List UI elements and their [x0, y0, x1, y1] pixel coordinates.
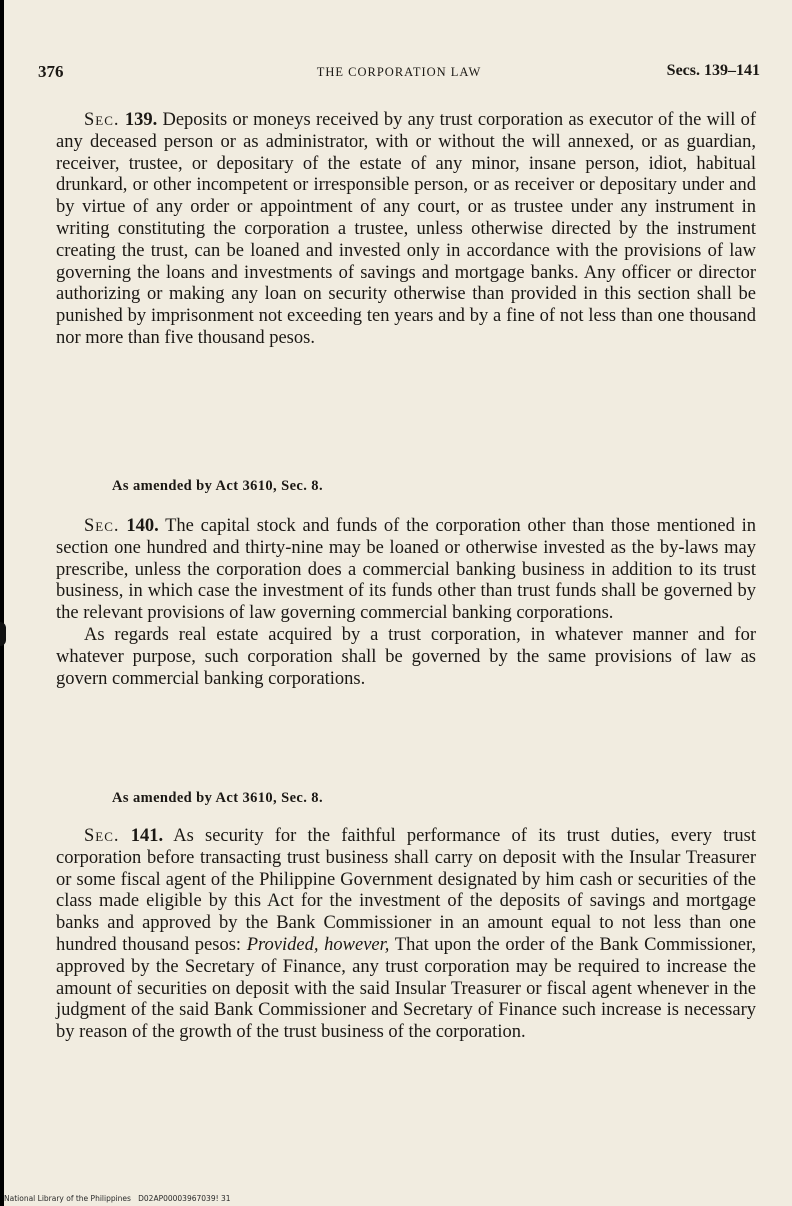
- page-number: 376: [38, 62, 64, 81]
- section-number: 139.: [124, 110, 158, 130]
- running-title: THE CORPORATION LAW: [316, 65, 482, 79]
- section-text: As security for the faithful performance of its trust duties, every trust corporation before transacting trust business shall carry on deposit with the Insular Treasurer or some fiscal agent of the Philippine Government designated by him cash or securities of the class made eligible by this Act for the investment of the deposits of savings and mortgage banks and approved by the Bank Commissioner in an amount equal to not less than one hundred thousand pesos:: [56, 826, 757, 955]
- binding-mark: [0, 622, 6, 646]
- section-label: Sec.: [84, 516, 120, 536]
- section-140: [56, 516, 756, 690]
- proviso-clause: Provided, however,: [246, 934, 390, 955]
- section-label: Sec.: [84, 826, 120, 846]
- amendment-note-140: As amended by Act 3610, Sec. 8.: [112, 790, 323, 806]
- section-text-continued: That upon the order of the Bank Commissioner, approved by the Secretary of Finance, any trust corporation may be required to increase the amount of securities on deposit with the said Insular Treasurer or fiscal agent whenever in the judgment of the said Bank Commissioner and Secretary of Finance such increase is necessary by reason of the growth of the trust business of the corporation.: [56, 934, 756, 1043]
- page-header: [38, 62, 760, 92]
- section-139-paragraph: [56, 110, 756, 350]
- section-range: Secs. 139–141: [666, 62, 760, 79]
- section-139: [56, 110, 756, 350]
- section-141: [56, 826, 756, 1044]
- section-number: 141.: [130, 826, 164, 846]
- section-label: Sec.: [84, 110, 120, 130]
- amendment-note-139: As amended by Act 3610, Sec. 8.: [112, 478, 323, 494]
- section-text: The capital stock and funds of the corporation other than those mentioned in section one hundred and thirty-nine may be loaned or otherwise invested as the by-laws may prescribe, unless the corporation does a commercial banking business in addition to its trust business, in which case the investment of its funds other than trust funds shall be governed by the relevant provisions of law governing commercial banking corporations.: [56, 516, 756, 624]
- scan-footer: [4, 1194, 235, 1203]
- scanned-page: [4, 0, 792, 1206]
- section-140-paragraph: [56, 516, 756, 625]
- section-number: 140.: [126, 516, 159, 536]
- section-text: Deposits or moneys received by any trust corporation as executor of the will of any deceased person or as administrator, with or without the will annexed, or as guardian, receiver, trustee, or depositary of the estate of any minor, insane person, idiot, habitual drunkard, or other incompetent or irresponsible person, or as receiver or depositary under and by virtue of any order or appointment of any court, or as trustee under any instrument in writing constituting the corporation a trustee, unless otherwise directed by the instrument creating the trust, can be loaned and invested only in accordance with the provisions of law governing the loans and investments of savings and mortgage banks. Any officer or director authorizing or making any loan on security otherwise than provided in this section shall be punished by imprisonment not exceeding ten years and by a fine of not less than one thousand nor more than five thousand pesos.: [56, 110, 757, 348]
- section-141-paragraph: [56, 826, 756, 1044]
- library-credit: National Library of the Philippines: [4, 1194, 131, 1203]
- section-140-paragraph-2: As regards real estate acquired by a trust corporation, in whatever manner and for whatever purpose, such corporation shall be governed by the same provisions of law as govern commercial banking corporations.: [56, 624, 756, 689]
- scan-identifier: D02AP00003967039! 31: [138, 1194, 231, 1203]
